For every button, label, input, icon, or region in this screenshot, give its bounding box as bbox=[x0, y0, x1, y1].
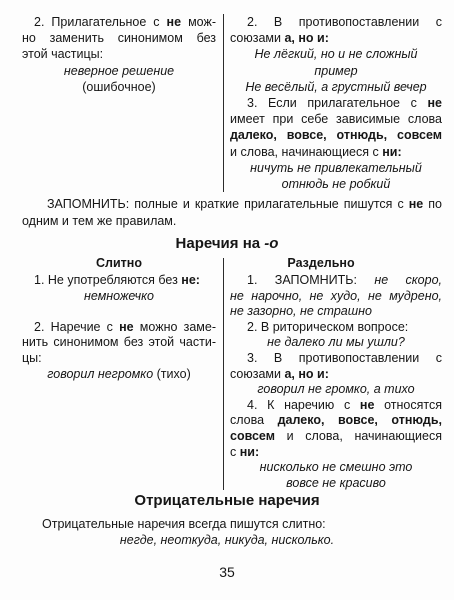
rule-text: 2. Наречие с bbox=[34, 319, 120, 334]
example: неверное решение bbox=[63, 63, 175, 78]
conjunctions: а, но и: bbox=[284, 31, 329, 46]
dependent-words: далеко, вовсе, отнюдь, bbox=[277, 413, 443, 428]
rule-line bbox=[230, 320, 442, 336]
rule-line bbox=[230, 289, 442, 305]
example: нисколько не смешно это bbox=[259, 460, 413, 475]
example: отнюдь не робкий bbox=[281, 177, 391, 192]
example: негде, неоткуда, никуда, нисколько. bbox=[119, 533, 335, 547]
rule-line bbox=[230, 111, 442, 127]
rule-text: слова bbox=[230, 413, 278, 428]
rule-line bbox=[230, 95, 442, 111]
example: вовсе не красиво bbox=[286, 475, 386, 490]
rule-line bbox=[230, 351, 442, 367]
rule-text: но заменить синонимом без bbox=[22, 31, 216, 46]
rule-text: 3. Если прилагательное с bbox=[247, 96, 428, 111]
example: пример bbox=[314, 63, 358, 78]
note-line bbox=[22, 196, 442, 213]
example: не далеко ли мы ушли? bbox=[267, 335, 405, 350]
rule-line bbox=[230, 398, 442, 414]
rule-text: имеет при себе зависимые слова bbox=[230, 112, 442, 127]
rule-text: 1. Не употребляются без bbox=[34, 273, 182, 287]
rule-line: Отрицательные наречия всегда пишутся слитно: bbox=[42, 517, 326, 531]
dependent-words: совсем bbox=[230, 428, 275, 443]
rule-line bbox=[230, 127, 442, 143]
column-divider bbox=[223, 258, 224, 490]
particle-ne: не bbox=[408, 197, 424, 211]
particle-ni: ни: bbox=[382, 144, 402, 159]
rule-text: можно заме- bbox=[133, 319, 216, 334]
rule-line bbox=[22, 351, 216, 367]
rule-text: этой частицы: bbox=[22, 47, 104, 62]
example bbox=[22, 367, 216, 383]
rule-text: союзами bbox=[230, 366, 285, 381]
column-divider bbox=[223, 14, 224, 192]
negative-adverbs-examples bbox=[0, 532, 454, 549]
rule-text: и слова, начинающиеся с bbox=[230, 144, 383, 159]
rule-line bbox=[230, 445, 442, 461]
rule-text: нить синонимом без этой части- bbox=[22, 335, 216, 350]
rule-line bbox=[230, 30, 442, 46]
particle-ne: не bbox=[427, 96, 442, 111]
rule-line bbox=[22, 273, 216, 289]
section-heading: Отрицательные наречия bbox=[134, 492, 320, 509]
adverb-separately-column bbox=[230, 273, 442, 491]
rule-line bbox=[230, 367, 442, 383]
adjective-together-column bbox=[22, 14, 216, 95]
example-text: не зазорно, не страшно bbox=[230, 304, 372, 319]
rule-text: 3. В противопоставлении с bbox=[247, 350, 442, 365]
example-synonym: (ошибочное) bbox=[82, 79, 156, 94]
rule-line bbox=[22, 46, 216, 62]
rule-text: с bbox=[230, 444, 240, 459]
rule-line bbox=[22, 30, 216, 46]
column-header-separately: Раздельно bbox=[287, 256, 355, 270]
example: Не весёлый, а грустный вечер bbox=[245, 79, 427, 94]
particle-ne: не bbox=[166, 15, 182, 29]
rule-text: и слова, начинающиеся bbox=[274, 428, 442, 443]
note-text: одним и тем же правилам. bbox=[22, 213, 177, 228]
particle-ne: не bbox=[119, 319, 134, 334]
example: Не лёгкий, но и не сложный bbox=[254, 47, 418, 62]
note-text: по bbox=[423, 197, 442, 211]
particle-ne: не: bbox=[181, 273, 200, 287]
rule-line bbox=[230, 413, 442, 429]
spacer bbox=[22, 304, 216, 320]
column-header-together: Слитно bbox=[96, 256, 142, 270]
rule-line bbox=[230, 14, 442, 30]
example-text: не скоро, bbox=[374, 273, 442, 287]
rule-line bbox=[230, 273, 442, 289]
rule-line bbox=[230, 429, 442, 445]
remember-note bbox=[22, 196, 442, 229]
rule-text: 2. В противопоставлении с bbox=[247, 15, 442, 29]
rule-line bbox=[230, 144, 442, 160]
dependent-words: далеко, вовсе, отнюдь, совсем bbox=[230, 128, 442, 143]
rule-text: относятся bbox=[374, 397, 443, 412]
adjective-separately-column bbox=[230, 14, 442, 192]
page-number: 35 bbox=[219, 564, 235, 580]
example: немножечко bbox=[84, 288, 154, 303]
particle-ne: не bbox=[359, 397, 375, 412]
rule-line bbox=[230, 304, 442, 320]
rule-text: 1. ЗАПОМНИТЬ: bbox=[247, 273, 375, 287]
rule-text: 4. К наречию с bbox=[247, 397, 360, 412]
rule-text: 2. Прилагательное с bbox=[34, 15, 167, 29]
section-heading bbox=[0, 235, 454, 253]
conjunctions: а, но и: bbox=[284, 366, 329, 381]
example-text: не нарочно, не худо, не мудрено, bbox=[230, 288, 442, 303]
particle-ni: ни: bbox=[239, 444, 260, 459]
negative-adverbs-rule bbox=[22, 516, 442, 533]
rule-text: 2. В риторическом вопросе: bbox=[247, 319, 409, 334]
rule-line bbox=[22, 335, 216, 351]
example-synonym: (тихо) bbox=[153, 366, 191, 381]
example-text: говорил негромко bbox=[47, 366, 154, 381]
rule-text: цы: bbox=[22, 350, 42, 365]
heading-text: Наречия на bbox=[175, 235, 265, 252]
example: ничуть не привлекательный bbox=[250, 160, 422, 175]
note-line bbox=[22, 213, 442, 230]
rule-line bbox=[22, 14, 216, 30]
note-text: ЗАПОМНИТЬ: полные и краткие прилагательные пишутся с bbox=[47, 197, 409, 211]
rule-line bbox=[22, 320, 216, 336]
rule-text: союзами bbox=[230, 31, 285, 46]
rule-text: мож- bbox=[181, 15, 216, 29]
adverb-together-column bbox=[22, 273, 216, 382]
example: говорил не громко, а тихо bbox=[257, 382, 415, 397]
heading-suffix: -о bbox=[264, 235, 279, 252]
